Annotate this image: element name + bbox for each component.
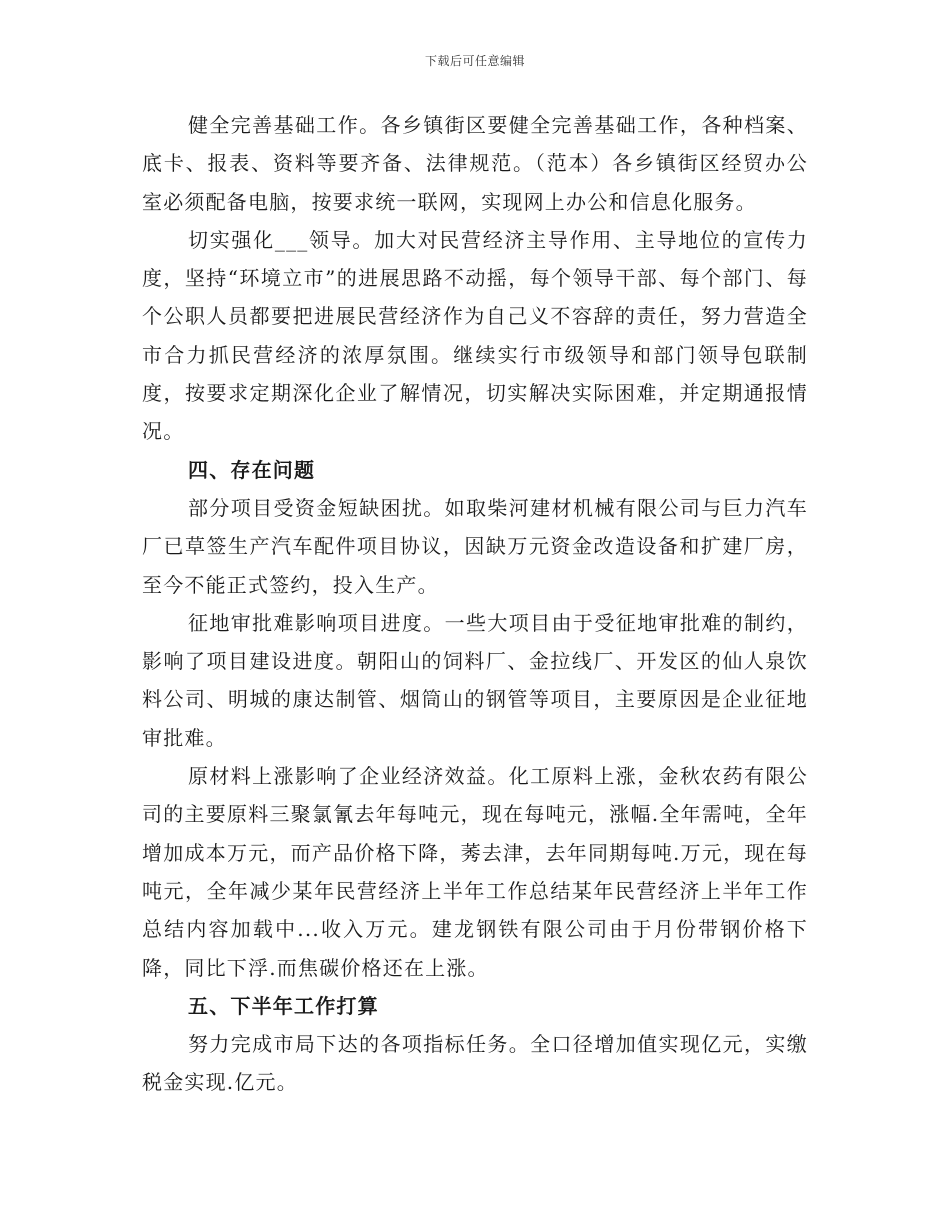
paragraph-raw-materials: 原材料上涨影响了企业经济效益。化工原料上涨，金秋农药有限公司的主要原料三聚氯氰去年每吨元，现在每吨元，涨幅.全年需吨，全年增加成本万元，而产品价格下降，莠去津，去年同期每吨.万元，现在每吨元，全年减少某年民营经济上半年工作总结某年民营经济上半年工作总结内容加载中...收入万元。建龙钢铁有限公司由于月份带钢价格下降，同比下浮.而焦碳价格还在上涨。 bbox=[142, 764, 808, 980]
section-heading-existing-problems: 四、存在问题 bbox=[188, 457, 316, 482]
document-body bbox=[142, 106, 808, 1102]
paragraph-strengthen-leadership: 切实强化___领导。加大对民营经济主导作用、主导地位的宣传力度，坚持“环境立市”的进展思路不动摇，每个领导干部、每个部门、每个公职人员都要把进展民营经济作为自己义不容辞的责任，努力营造全市合力抓民营经济的浓厚氛围。继续实行市级领导和部门领导包联制度，按要求定期深化企业了解情况，切实解决实际困难，并定期通报情况。 bbox=[142, 227, 808, 444]
paragraph-foundation-work: 健全完善基础工作。各乡镇街区要健全完善基础工作，各种档案、底卡、报表、资料等要齐备、法律规范。（范本）各乡镇街区经贸办公室必须配备电脑，按要求统一联网，实现网上办公和信息化服务。 bbox=[142, 113, 808, 214]
page-header: 下载后可任意编辑 bbox=[424, 54, 525, 68]
paragraph-funding-shortage: 部分项目受资金短缺困扰。如取柴河建材机械有限公司与巨力汽车厂已草签生产汽车配件项目协议，因缺万元资金改造设备和扩建厂房，至今不能正式签约，投入生产。 bbox=[142, 495, 808, 597]
section-heading-second-half-plan: 五、下半年工作打算 bbox=[188, 993, 379, 1018]
paragraph-targets: 努力完成市局下达的各项指标任务。全口径增加值实现亿元，实缴税金实现.亿元。 bbox=[142, 1032, 808, 1095]
paragraph-land-approval: 征地审批难影响项目进度。一些大项目由于受征地审批难的制约，影响了项目建设进度。朝阳山的饲料厂、金拉线厂、开发区的仙人泉饮料公司、明城的康达制管、烟筒山的钢管等项目，主要原因是企业征地审批难。 bbox=[142, 610, 808, 750]
